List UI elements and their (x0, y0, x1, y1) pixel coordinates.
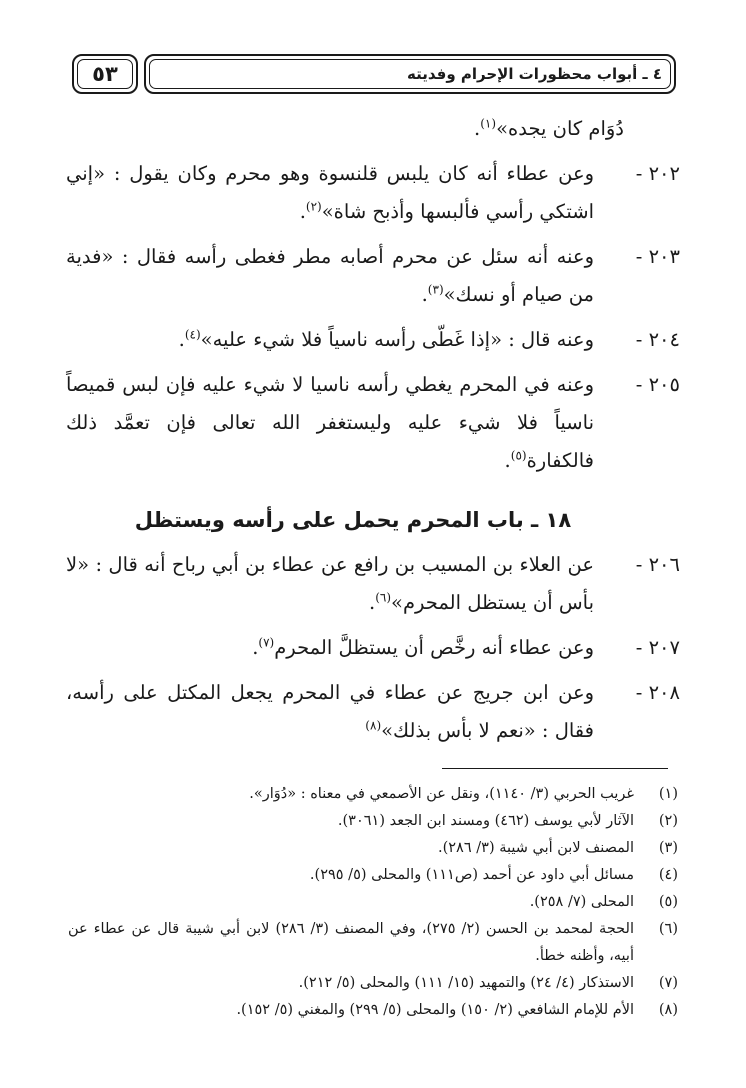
footnote-text: الأم للإمام الشافعي (٢/ ١٥٠) والمحلى (٥/ ٢٩٩) والمغني (٥/ ١٥٢). (236, 1002, 634, 1018)
footnote-text: مسائل أبي داود عن أحمد (ص١١١) والمحلى (٥/ ٢٩٥). (309, 867, 634, 883)
page-number-box (72, 54, 138, 94)
footnote (68, 808, 678, 835)
paragraph-text: وعن عطاء أنه رخَّص أن يستظلَّ المحرم (274, 636, 594, 659)
paragraph-text: عن العلاء بن المسيب بن رافع عن عطاء بن أبي رباح أنه قال : «لا بأس أن يستظل المحرم» (66, 553, 594, 614)
footnote-ref[interactable]: (١) (480, 116, 497, 131)
paragraph-text: وعنه أنه سئل عن محرم أصابه مطر فغطى رأسه فقال : «فدية من صيام أو نسك» (66, 245, 594, 306)
running-title-box (144, 54, 676, 94)
paragraph-207: ٢٠٧ - وعن عطاء أنه رخَّص أن يستظلَّ المحرم$^{(٧)}$. (66, 629, 680, 667)
footnote-number: (٦) (658, 921, 678, 937)
paragraph-text: وعنه في المحرم يغطي رأسه ناسيا لا شيء عليه فإن لبس قميصاً ناسياً فلا شيء عليه وليستغفر الله تعالى فإن تعمَّد ذلك فالكفارة (66, 373, 594, 472)
footnote-ref[interactable]: (٤) (184, 327, 201, 342)
footnote-separator (442, 768, 668, 769)
footnote-ref[interactable]: (٢) (305, 199, 322, 214)
footnote-number: (٢) (658, 813, 678, 829)
footnote-text: الآثار لأبي يوسف (٤٦٢) ومسند ابن الجعد (٣٠٦١). (337, 813, 634, 829)
footnote (68, 781, 678, 808)
paragraph-number: ٢٠٧ - (635, 636, 680, 659)
paragraph-203: ٢٠٣ - وعنه أنه سئل عن محرم أصابه مطر فغطى رأسه فقال : «فدية من صيام أو نسك»$^{(٣)}$. (66, 238, 680, 314)
paragraph-text: دُوَام كان يجده» (496, 117, 624, 140)
footnote-text: الحجة لمحمد بن الحسن (٢/ ٢٧٥)، وفي المصنف (٣/ ٢٨٦) لابن أبي شيبة قال عن عطاء عن أبيه، وأظنه خطأ. (68, 921, 634, 964)
paragraph-205: ٢٠٥ - وعنه في المحرم يغطي رأسه ناسيا لا شيء عليه فإن لبس قميصاً ناسياً فلا شيء عليه وليستغفر الله تعالى فإن تعمَّد ذلك فالكفارة$^{(٥)}$. (66, 366, 680, 480)
footnote-text: الاستذكار (٤/ ٢٤) والتمهيد (١٥/ ١١١) والمحلى (٥/ ٢١٢). (298, 975, 634, 991)
paragraph-number: ٢٠٤ - (635, 328, 680, 351)
footnote (68, 889, 678, 916)
paragraph-number: ٢٠٢ - (635, 162, 680, 185)
running-title: ٤ ـ أبواب محظورات الإحرام وفديته (406, 65, 662, 83)
footnote-text: المصنف لابن أبي شيبة (٣/ ٢٨٦). (437, 840, 634, 856)
footnote-ref[interactable]: (٧) (258, 635, 275, 650)
paragraph-continuation: دُوَام كان يجده»$^{(١)}$. (474, 116, 624, 140)
footnote-number: (١) (658, 786, 678, 802)
paragraph-text: وعن عطاء أنه كان يلبس قلنسوة وهو محرم وكان يقول : «إني اشتكي رأسي فألبسها وأذبح شاة» (66, 162, 594, 223)
footnote (68, 835, 678, 862)
page-header (72, 54, 676, 96)
footnote-number: (٣) (658, 840, 678, 856)
footnote-number: (٨) (658, 1002, 678, 1018)
paragraph-text: وعنه قال : «إذا غَطّى رأسه ناسياً فلا شيء عليه» (200, 328, 594, 351)
main-text (66, 110, 680, 750)
paragraph-number: ٢٠٨ - (635, 681, 680, 704)
footnote-number: (٥) (658, 894, 678, 910)
footnote-text: المحلى (٧/ ٢٥٨). (529, 894, 634, 910)
paragraph-202: ٢٠٢ - وعن عطاء أنه كان يلبس قلنسوة وهو محرم وكان يقول : «إني اشتكي رأسي فألبسها وأذبح شاة»$^{(٢)}$. (66, 155, 680, 231)
footnote-ref[interactable]: (٥) (510, 448, 527, 463)
paragraph-number: ٢٠٣ - (635, 245, 680, 268)
paragraph-number: ٢٠٥ - (635, 373, 680, 396)
footnote (68, 862, 678, 889)
page-number: ٥٣ (92, 62, 118, 86)
footnote-ref[interactable]: (٦) (375, 590, 392, 605)
paragraph-204: ٢٠٤ - وعنه قال : «إذا غَطّى رأسه ناسياً فلا شيء عليه»$^{(٤)}$. (66, 321, 680, 359)
paragraph-208 (66, 674, 680, 750)
footnote-text: غريب الحربي (٣/ ١١٤٠)، ونقل عن الأصمعي في معناه : «دُوَار». (249, 786, 634, 802)
footnote (68, 997, 678, 1024)
footnote-ref[interactable]: (٨) (365, 718, 382, 733)
footnote-number: (٧) (658, 975, 678, 991)
paragraph-number: ٢٠٦ - (635, 553, 680, 576)
footnotes (68, 781, 678, 1024)
footnote-ref[interactable]: (٣) (427, 282, 444, 297)
paragraph-text: وعن ابن جريج عن عطاء في المحرم يجعل المكتل على رأسه، فقال : «نعم لا بأس بذلك» (66, 681, 594, 742)
paragraph-206: ٢٠٦ - عن العلاء بن المسيب بن رافع عن عطاء بن أبي رباح أنه قال : «لا بأس أن يستظل المحرم»$^{(٦)}$. (66, 546, 680, 622)
footnote (68, 970, 678, 997)
section-heading: ١٨ ـ باب المحرم يحمل على رأسه ويستظل (134, 508, 572, 532)
footnote-number: (٤) (658, 867, 678, 883)
footnote (68, 916, 678, 970)
